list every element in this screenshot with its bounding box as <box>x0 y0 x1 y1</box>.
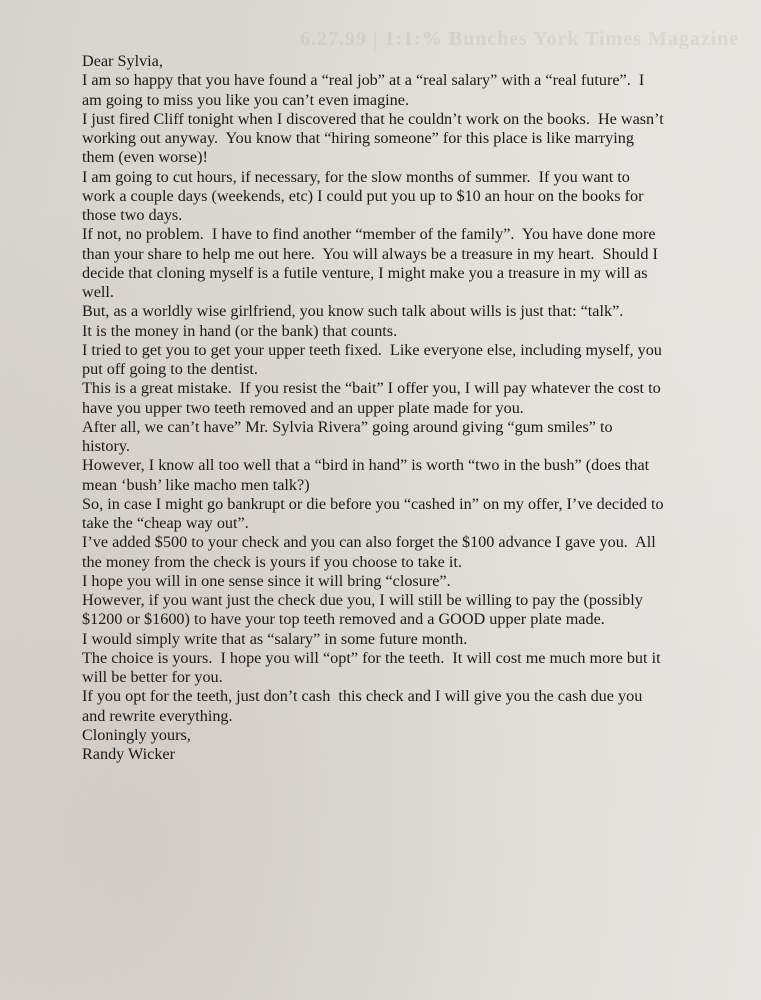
letter-line: history. <box>82 437 130 455</box>
letter-line: $1200 or $1600) to have your top teeth removed and a GOOD upper plate made. <box>82 610 605 629</box>
letter-line: have you upper two teeth removed and an upper plate made for you. <box>82 398 524 417</box>
salutation: Dear Sylvia, <box>82 52 163 70</box>
letter-line: the money from the check is yours if you choose to take it. <box>82 552 462 571</box>
letter-line: So, in case I might go bankrupt or die before you “cashed in” on my offer, I’ve decided to <box>82 494 664 513</box>
letter-line: I’ve added $500 to your check and you can also forget the $100 advance I gave you. All <box>82 533 656 552</box>
letter-line: I tried to get you to get your upper teeth fixed. Like everyone else, including myself, you <box>82 340 662 359</box>
letter-line: those two days. <box>82 206 183 224</box>
letter-line: It is the money in hand (or the bank) that counts. <box>82 321 398 340</box>
letter-line: This is a great mistake. If you resist the “bait” I offer you, I will pay whatever the cost to <box>82 379 661 398</box>
letter-line: However, if you want just the check due you, I will still be willing to pay the (possibly <box>82 591 643 609</box>
letter-line: I would simply write that as “salary” in some future month. <box>82 629 468 648</box>
faint-showthrough-text: 6.27.99 | 1:1:% Bunches York Times Magazine <box>300 28 740 50</box>
letter-line: work a couple days (weekends, etc) I could put you up to $10 an hour on the books for <box>82 186 644 205</box>
letter-line: am going to miss you like you can’t even imagine. <box>82 90 409 109</box>
letter-line: will be better for you. <box>82 668 223 686</box>
letter-line: The choice is yours. I hope you will “opt” for the teeth. It will cost me much more but it <box>82 648 661 667</box>
closing: Cloningly yours, <box>82 725 191 744</box>
letter-line: and rewrite everything. <box>82 706 233 725</box>
letter-line: decide that cloning myself is a futile venture, I might make you a treasure in my will as <box>82 263 648 282</box>
letter-line: them (even worse)! <box>82 148 208 167</box>
letter-line: than your share to help me out here. You will always be a treasure in my heart. Should I <box>82 244 658 263</box>
letter-line: I am so happy that you have found a “real job” at a “real salary” with a “real future”. I <box>82 71 645 90</box>
letter-line: working out anyway. You know that “hiring someone” for this place is like marrying <box>82 129 634 147</box>
letter-line: well. <box>82 283 114 301</box>
letter-line: If not, no problem. I have to find another “member of the family”. You have done more <box>82 225 656 244</box>
letter-line: I am going to cut hours, if necessary, for the slow months of summer. If you want to <box>82 167 630 186</box>
letter-line: However, I know all too well that a “bird in hand” is worth “two in the bush” (does that <box>82 456 650 475</box>
signature: Randy Wicker <box>82 745 175 763</box>
letter-line: After all, we can’t have” Mr. Sylvia Rivera” going around giving “gum smiles” to <box>82 417 613 436</box>
letter-line: I just fired Cliff tonight when I discovered that he couldn’t work on the books. He wasn’t <box>82 109 664 128</box>
letter-line: I hope you will in one sense since it will bring “closure”. <box>82 571 451 590</box>
letter-line: mean ‘bush’ like macho men talk?) <box>82 475 310 494</box>
letter-line: put off going to the dentist. <box>82 360 258 378</box>
letter-line: If you opt for the teeth, just don’t cash this check and I will give you the cash due you <box>82 687 643 706</box>
letter-line: take the “cheap way out”. <box>82 514 249 532</box>
letter-line: But, as a worldly wise girlfriend, you know such talk about wills is just that: “talk”. <box>82 302 624 321</box>
letter-body <box>82 52 722 764</box>
